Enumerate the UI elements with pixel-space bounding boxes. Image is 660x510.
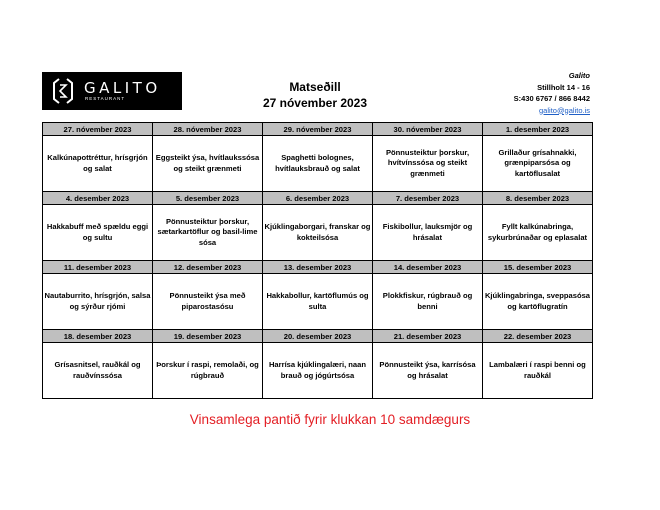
date-cell: 18. desember 2023 xyxy=(43,330,153,343)
contact-block xyxy=(514,70,590,116)
date-cell: 5. desember 2023 xyxy=(153,192,263,205)
contact-address: Stillholt 14 - 16 xyxy=(537,82,590,92)
date-cell: 27. nóvember 2023 xyxy=(43,123,153,136)
date-cell: 8. desember 2023 xyxy=(483,192,593,205)
dish-cell: Plokkfiskur, rúgbrauð og benni xyxy=(373,274,483,330)
dish-cell: Kalkúnapottréttur, hrísgrjón og salat xyxy=(43,136,153,192)
date-cell: 6. desember 2023 xyxy=(263,192,373,205)
menu-date: 27 nóvember 2023 xyxy=(262,96,368,110)
week-dish-row xyxy=(43,136,593,192)
logo-subtitle: RESTAURANT xyxy=(85,96,126,101)
week-dish-row xyxy=(43,205,593,261)
week-dish-row xyxy=(43,274,593,330)
dish-cell: Pönnusteikt ýsa, karrísósa og hrásalat xyxy=(373,343,483,399)
date-cell: 7. desember 2023 xyxy=(373,192,483,205)
galito-logo-mark-icon xyxy=(50,76,76,106)
date-cell: 13. desember 2023 xyxy=(263,261,373,274)
dish-cell: Lambalæri í raspi benni og rauðkál xyxy=(483,343,593,399)
page-title: Matseðill xyxy=(289,80,341,94)
date-cell: 30. nóvember 2023 xyxy=(373,123,483,136)
dish-cell: Grísasnitsel, rauðkál og rauðvínssósa xyxy=(43,343,153,399)
dish-cell: Nautaburrito, hrísgrjón, salsa og sýrður rjómi xyxy=(43,274,153,330)
menu-table xyxy=(42,122,593,399)
dish-cell: Pönnusteikt ýsa með piparostasósu xyxy=(153,274,263,330)
date-cell: 19. desember 2023 xyxy=(153,330,263,343)
dish-cell: Harrísa kjúklingalæri, naan brauð og jógúrtsósa xyxy=(263,343,373,399)
date-cell: 11. desember 2023 xyxy=(43,261,153,274)
dish-cell: Eggsteikt ýsa, hvítlaukssósa og steikt grænmeti xyxy=(153,136,263,192)
menu-title-block xyxy=(240,79,390,111)
dish-cell: Þorskur í raspi, remolaði, og rúgbrauð xyxy=(153,343,263,399)
week-date-row xyxy=(43,261,593,274)
date-cell: 15. desember 2023 xyxy=(483,261,593,274)
contact-email-link[interactable]: galito@galito.is xyxy=(539,105,590,115)
dish-cell: Hakkabollur, kartöflumús og sulta xyxy=(263,274,373,330)
date-cell: 28. nóvember 2023 xyxy=(153,123,263,136)
date-cell: 22. desember 2023 xyxy=(483,330,593,343)
contact-phone: S:430 6767 / 866 8442 xyxy=(513,94,590,103)
week-date-row xyxy=(43,192,593,205)
date-cell: 14. desember 2023 xyxy=(373,261,483,274)
logo-wordmark xyxy=(84,80,161,102)
week-dish-row xyxy=(43,343,593,399)
date-cell: 29. nóvember 2023 xyxy=(263,123,373,136)
dish-cell: Hakkabuff með spældu eggi og sultu xyxy=(43,205,153,261)
dish-cell: Grillaður grísahnakki, grænpiparsósa og kartöflusalat xyxy=(483,136,593,192)
order-deadline-note: Vinsamlega pantið fyrir klukkan 10 samdægurs xyxy=(189,412,471,427)
dish-cell: Kjúklingaborgari, franskar og kokteilsósa xyxy=(263,205,373,261)
dish-cell: Fyllt kalkúnabringa, sykurbrúnaðar og eplasalat xyxy=(483,205,593,261)
week-date-row xyxy=(43,123,593,136)
contact-name: Galito xyxy=(568,71,590,80)
dish-cell: Pönnusteiktur þorskur, hvítvínssósa og steikt grænmeti xyxy=(373,136,483,192)
date-cell: 21. desember 2023 xyxy=(373,330,483,343)
menu-table-body xyxy=(43,123,593,399)
logo-name: GALITO xyxy=(84,79,161,97)
date-cell: 20. desember 2023 xyxy=(263,330,373,343)
dish-cell: Kjúklingabringa, sveppasósa og kartöflugratín xyxy=(483,274,593,330)
dish-cell: Fiskibollur, lauksmjör og hrásalat xyxy=(373,205,483,261)
dish-cell: Pönnusteiktur þorskur, sætarkartöflur og basil-lime sósa xyxy=(153,205,263,261)
date-cell: 1. desember 2023 xyxy=(483,123,593,136)
galito-logo xyxy=(42,72,182,110)
dish-cell: Spaghetti bolognes, hvítlauksbrauð og salat xyxy=(263,136,373,192)
date-cell: 12. desember 2023 xyxy=(153,261,263,274)
date-cell: 4. desember 2023 xyxy=(43,192,153,205)
week-date-row xyxy=(43,330,593,343)
